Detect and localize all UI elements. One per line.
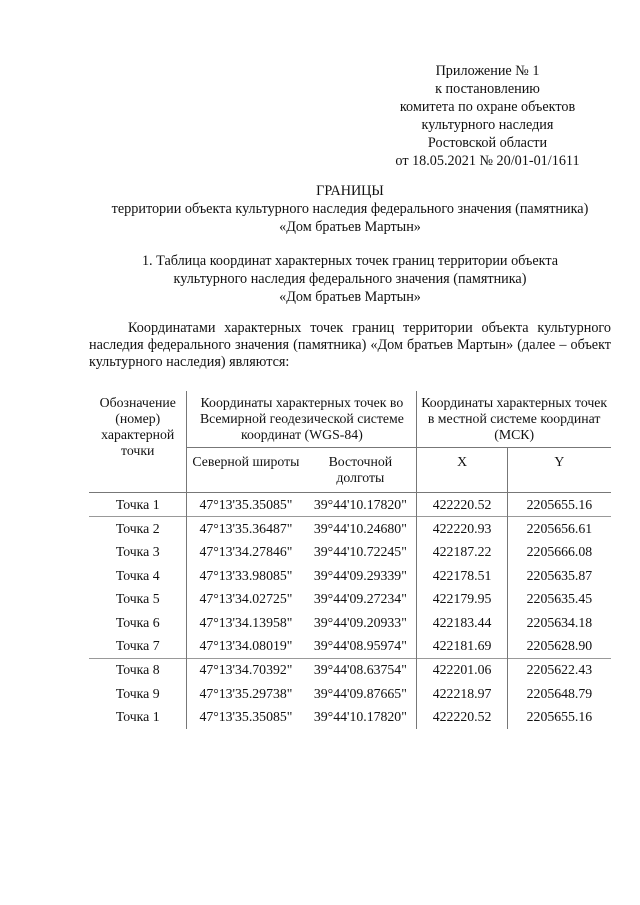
section-line: 1. Таблица координат характерных точек границ территории объекта [141,253,559,269]
cell-point: Точка 8 [89,658,187,682]
cell-point: Точка 3 [89,541,187,564]
cell-lon: 39°44'10.17820" [304,493,416,517]
table-row [89,611,611,634]
appendix-line: Ростовской области [427,135,548,151]
header-point: Обозначение (номер) характерной точки [89,391,187,493]
cell-x: 422220.52 [417,706,508,729]
cell-lon: 39°44'09.20933" [304,611,416,634]
table-row [89,517,611,541]
cell-lon: 39°44'09.29339" [304,564,416,587]
cell-x: 422183.44 [417,611,508,634]
table-row [89,564,611,587]
title-line: «Дом братьев Мартын» [279,219,421,235]
cell-point: Точка 6 [89,611,187,634]
cell-y: 2205622.43 [507,658,611,682]
appendix-line: комитета по охране объектов [399,99,576,115]
table-row [89,588,611,611]
header-msk: Координаты характерных точек в местной системе координат (МСК) [417,391,611,448]
cell-x: 422179.95 [417,588,508,611]
cell-x: 422218.97 [417,682,508,705]
header-wgs: Координаты характерных точек во Всемирной геодезической системе координат (WGS-84) [187,391,417,448]
appendix-line: от 18.05.2021 № 20/01-01/1611 [395,153,580,169]
cell-x: 422201.06 [417,658,508,682]
cell-x: 422187.22 [417,541,508,564]
cell-x: 422220.52 [417,493,508,517]
cell-lat: 47°13'35.35085" [199,709,293,725]
cell-y: 2205628.90 [526,638,593,654]
section-line: «Дом братьев Мартын» [279,289,421,305]
appendix-line: Приложение № 1 [435,63,540,79]
cell-point: Точка 2 [89,517,187,541]
cell-lat: 47°13'34.13958" [199,614,293,630]
cell-point: Точка 4 [89,564,187,587]
cell-point: Точка 7 [89,634,187,658]
cell-lat: 47°13'35.29738" [199,685,293,701]
header-x: X [417,448,508,493]
cell-y: 2205635.87 [526,567,593,583]
appendix-line: к постановлению [435,81,540,97]
cell-y: 2205655.16 [526,709,593,725]
cell-point: Точка 9 [89,682,187,705]
intro-paragraph: Координатами характерных точек границ территории объекта культурного наследия федерального значения (памятника) «Дом братьев Мартын» (далее – объект культурного наследия) являются: [89,320,611,370]
cell-point: Точка 1 [89,706,187,729]
cell-y: 2205635.45 [526,591,593,607]
header-lat: Северной широты [192,454,300,469]
cell-lat: 47°13'34.70392" [187,658,304,682]
cell-point: Точка 1 [89,493,187,517]
header-y: Y [554,454,565,469]
table-row [89,682,611,705]
cell-y: 2205648.79 [526,685,593,701]
coordinates-table [89,391,611,729]
cell-x: 422178.51 [417,564,508,587]
appendix-block [370,62,605,170]
cell-lon: 39°44'09.27234" [304,588,416,611]
title-line: территории объекта культурного наследия федерального значения (памятника) [111,201,589,217]
table-row [89,493,611,517]
cell-lat: 47°13'34.08019" [199,638,293,654]
appendix-line: культурного наследия [421,117,554,133]
title-heading: ГРАНИЦЫ [316,183,384,199]
cell-y: 2205656.61 [507,517,611,541]
cell-lat: 47°13'35.36487" [187,517,304,541]
cell-y: 2205634.18 [526,614,593,630]
section-heading [60,252,640,306]
cell-lat: 47°13'34.02725" [199,591,293,607]
cell-x: 422220.93 [417,517,508,541]
cell-lon: 39°44'10.72245" [304,541,416,564]
cell-y: 2205666.08 [526,544,593,560]
cell-lat: 47°13'33.98085" [199,567,293,583]
cell-lon: 39°44'08.63754" [304,658,416,682]
table-row [89,658,611,682]
section-line: культурного наследия федерального значения (памятника) [173,271,527,287]
cell-lat: 47°13'34.27846" [199,544,293,560]
cell-lat: 47°13'35.35085" [187,493,304,517]
header-lon: Восточной долготы [304,448,416,493]
table-row [89,634,611,658]
table-row [89,541,611,564]
cell-x: 422181.69 [417,634,508,658]
cell-y: 2205655.16 [507,493,611,517]
cell-point: Точка 5 [89,588,187,611]
cell-lon: 39°44'10.17820" [304,706,416,729]
cell-lon: 39°44'08.95974" [304,634,416,658]
document-title [60,182,640,236]
table-row [89,706,611,729]
cell-lon: 39°44'09.87665" [304,682,416,705]
cell-lon: 39°44'10.24680" [304,517,416,541]
